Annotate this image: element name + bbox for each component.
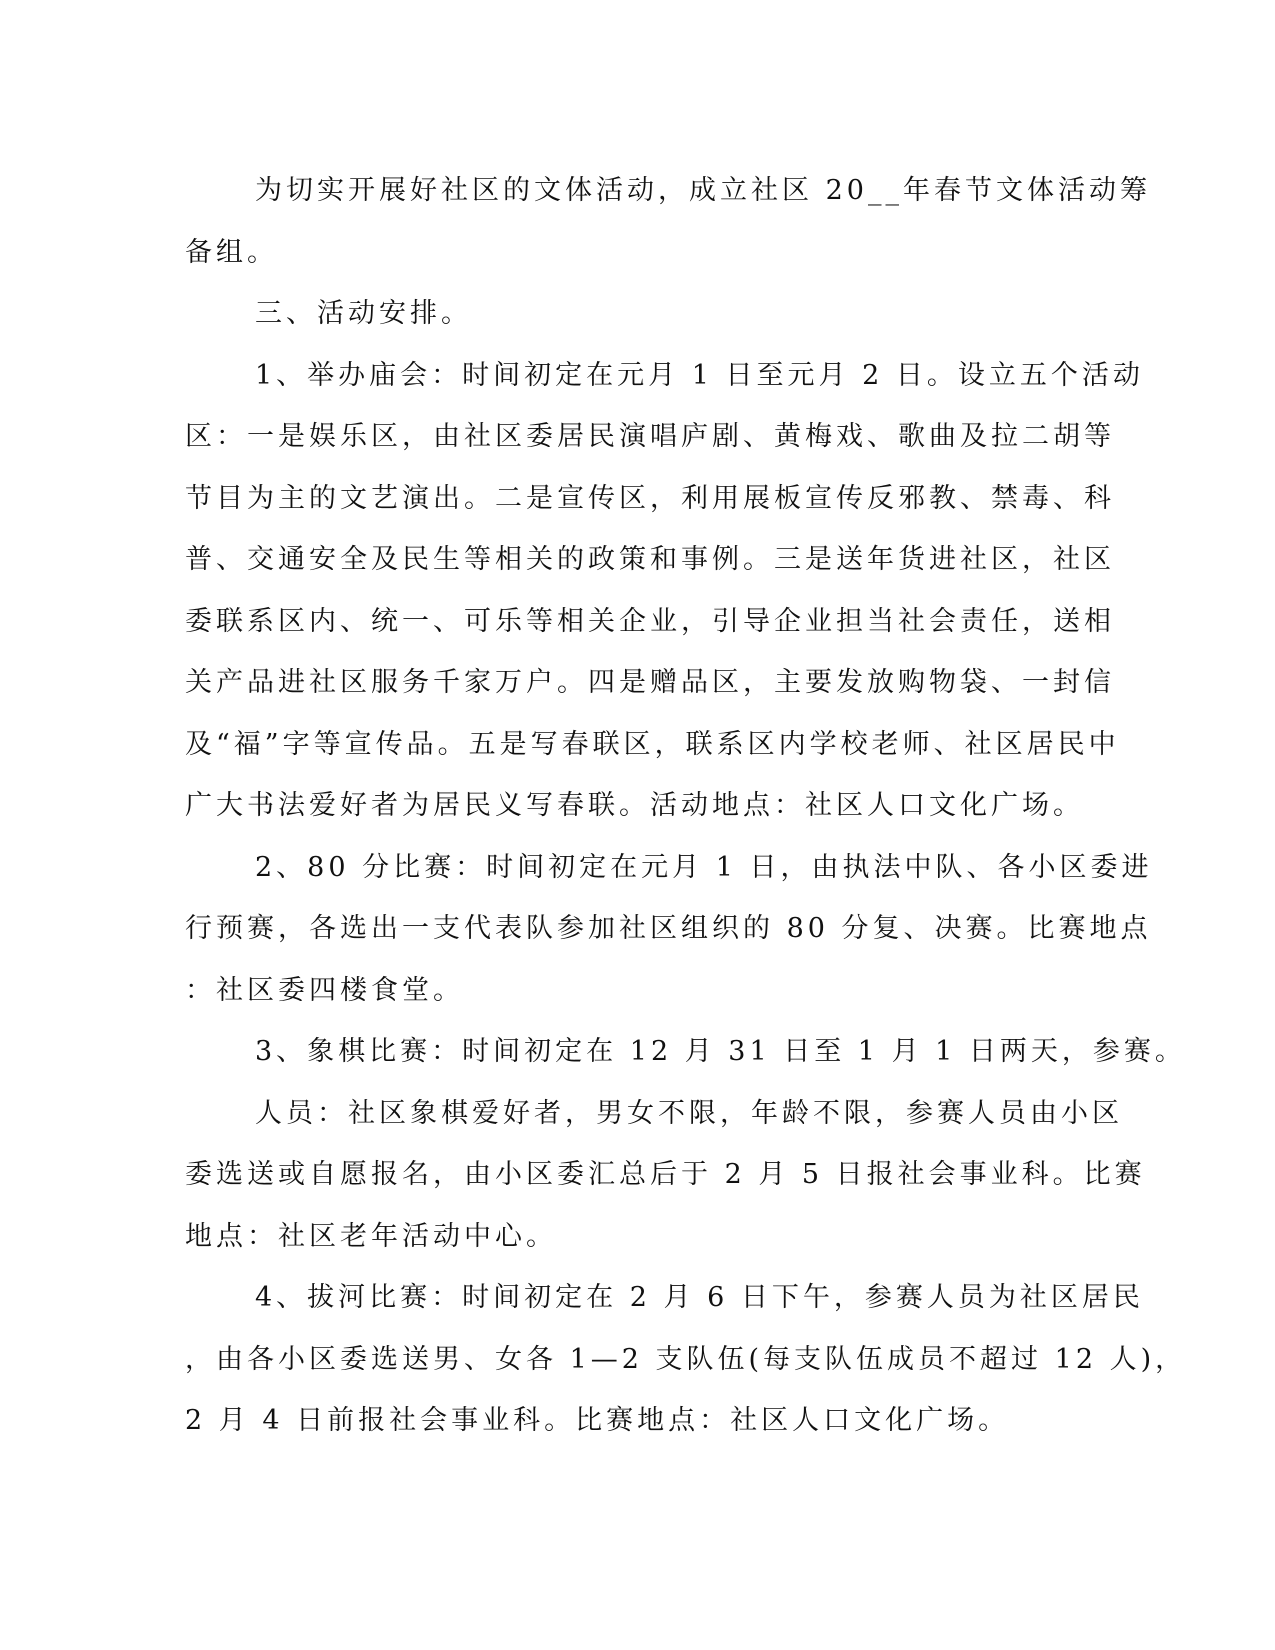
text-line: 为切实开展好社区的文体活动，成立社区 20__年春节文体活动筹 [255, 175, 1151, 206]
text-line: 2、80 分比赛：时间初定在元月 1 日，由执法中队、各小区委进 [255, 851, 1153, 883]
text-line: 3、象棋比赛：时间初定在 12 月 31 日至 1 月 1 日两天，参赛。 [255, 1036, 1186, 1067]
document-body [185, 160, 1187, 1452]
text-line: 关产品进社区服务千家万户。四是赠品区，主要发放购物袋、一封信 [185, 667, 1115, 698]
text-line: 人员：社区象棋爱好者，男女不限，年龄不限，参赛人员由小区 [255, 1097, 1123, 1129]
text-line: 行预赛，各选出一支代表队参加社区组织的 80 分复、决赛。比赛地点 [185, 913, 1152, 944]
text-line: 委联系区内、统一、可乐等相关企业，引导企业担当社会责任，送相 [185, 605, 1115, 637]
text-line: 及“福”字等宣传品。五是写春联区，联系区内学校老师、社区居民中 [185, 728, 1120, 760]
text-line: 备组。 [185, 236, 278, 268]
text-line: 4、拔河比赛：时间初定在 2 月 6 日下午，参赛人员为社区居民 [255, 1282, 1144, 1313]
text-line: 1、举办庙会：时间初定在元月 1 日至元月 2 日。设立五个活动 [255, 359, 1144, 391]
text-line: 委选送或自愿报名，由小区委汇总后于 2 月 5 日报社会事业科。比赛 [185, 1159, 1146, 1190]
text-line: 节目为主的文艺演出。二是宣传区，利用展板宣传反邪教、禁毒、科 [185, 482, 1115, 514]
text-line: 区：一是娱乐区，由社区委居民演唱庐剧、黄梅戏、歌曲及拉二胡等 [185, 421, 1115, 452]
text-line: 地点：社区老年活动中心。 [185, 1220, 557, 1252]
text-line: ：社区委四楼食堂。 [185, 974, 464, 1006]
section-heading: 三、活动安排。 [255, 298, 472, 329]
text-line: ，由各小区委选送男、女各 1—2 支队伍(每支队伍成员不超过 12 人)， [185, 1343, 1187, 1375]
text-line: 广大书法爱好者为居民义写春联。活动地点：社区人口文化广场。 [185, 790, 1084, 821]
text-line: 2 月 4 日前报社会事业科。比赛地点：社区人口文化广场。 [185, 1405, 1010, 1436]
text-line: 普、交通安全及民生等相关的政策和事例。三是送年货进社区，社区 [185, 544, 1115, 575]
